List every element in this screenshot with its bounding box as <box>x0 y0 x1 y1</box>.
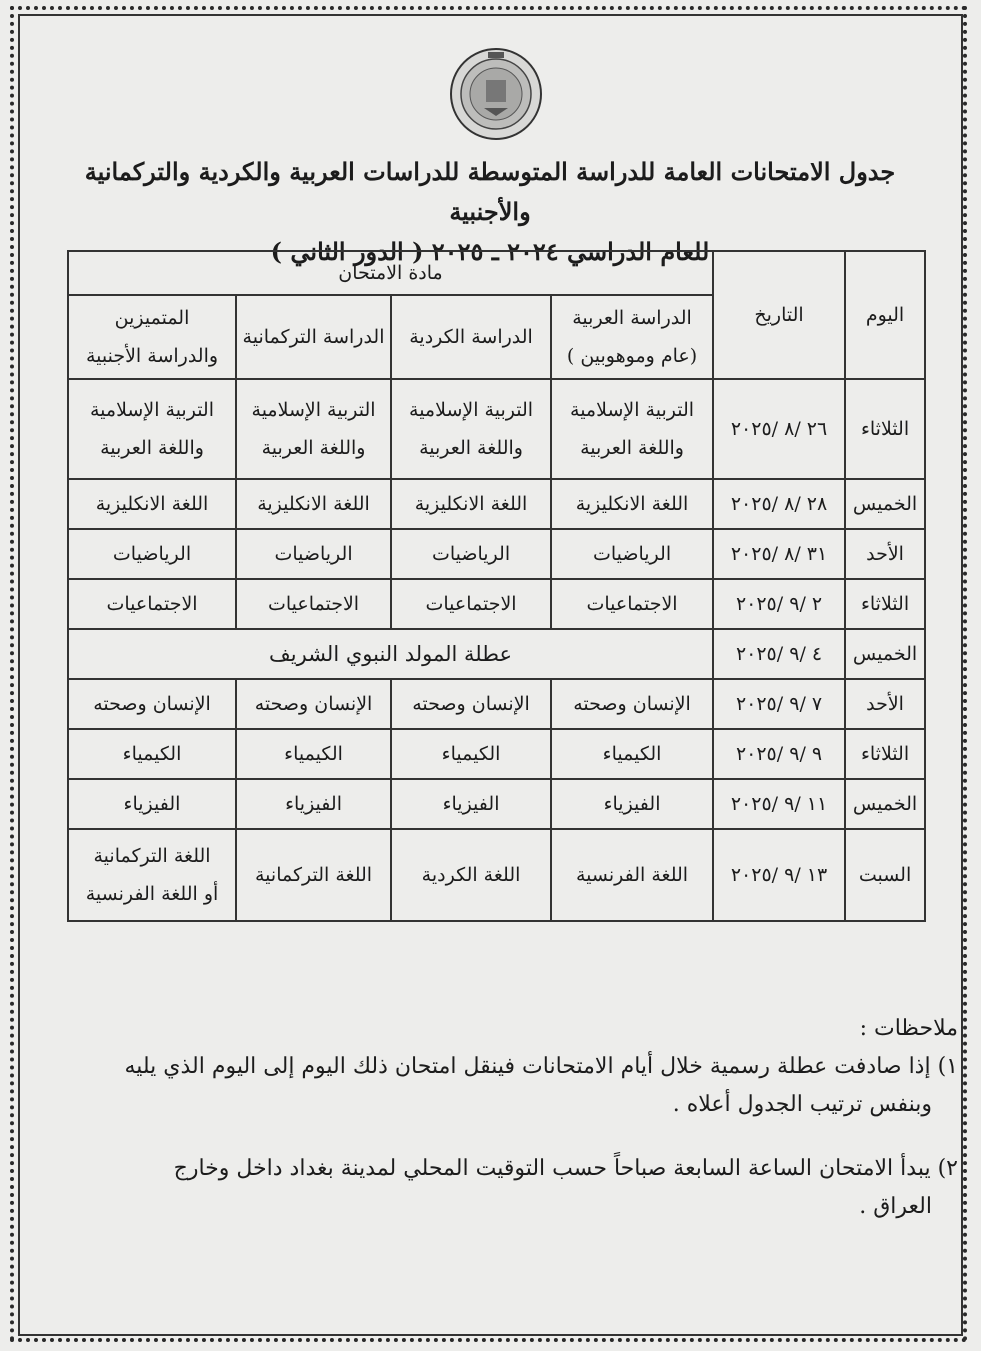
subject-cell: الإنسان وصحته <box>551 679 713 729</box>
day-cell: الأحد <box>845 679 925 729</box>
date-cell: ٢٦ /٨ /٢٠٢٥ <box>713 379 845 479</box>
date-cell: ٢٨ /٨ /٢٠٢٥ <box>713 479 845 529</box>
cell-line: الدراسة العربية <box>572 307 692 329</box>
subject-cell: الإنسان وصحته <box>236 679 391 729</box>
subject-cell: اللغة الانكليزية <box>68 479 236 529</box>
subject-cell: اللغة الفرنسية <box>551 829 713 921</box>
cell-line: والدراسة الأجنبية <box>85 345 219 367</box>
cell-line: واللغة العربية <box>261 437 366 459</box>
subject-cell: اللغة الانكليزية <box>236 479 391 529</box>
header-distinguished-foreign <box>68 295 236 379</box>
subject-cell: الفيزياء <box>236 779 391 829</box>
table-row-holiday <box>68 629 925 679</box>
day-cell: الثلاثاء <box>845 729 925 779</box>
cell-line: التربية الإسلامية <box>409 399 534 421</box>
date-cell: ٤ /٩ /٢٠٢٥ <box>713 629 845 679</box>
header-kurdish-study: الدراسة الكردية <box>391 295 551 379</box>
cell-line: التربية الإسلامية <box>570 399 695 421</box>
table-row <box>68 529 925 579</box>
cell-line: أو اللغة الفرنسية <box>85 883 219 905</box>
subject-cell: الرياضيات <box>236 529 391 579</box>
subject-cell: اللغة التركمانية <box>236 829 391 921</box>
note-1-line-1: ١) إذا صادفت عطلة رسمية خلال أيام الامتحانات فينقل امتحان ذلك اليوم إلى اليوم الذي يليه <box>124 1054 958 1079</box>
subject-cell: الكيمياء <box>236 729 391 779</box>
table-row <box>68 829 925 921</box>
table-row <box>68 779 925 829</box>
cell-line: التربية الإسلامية <box>90 399 215 421</box>
header-row <box>68 251 925 295</box>
ministry-seal-icon <box>448 46 544 142</box>
day-cell: الثلاثاء <box>845 379 925 479</box>
subject-cell: الاجتماعيات <box>391 579 551 629</box>
subject-cell: الفيزياء <box>551 779 713 829</box>
note-2-line-2: العراق . <box>859 1194 932 1219</box>
cell-line: التربية الإسلامية <box>251 399 376 421</box>
subject-cell: الإنسان وصحته <box>391 679 551 729</box>
header-day: اليوم <box>845 251 925 379</box>
subject-cell: الإنسان وصحته <box>68 679 236 729</box>
subject-cell: الرياضيات <box>551 529 713 579</box>
notes-title: ملاحظات : <box>859 1016 958 1041</box>
subject-cell <box>391 379 551 479</box>
cell-line: (عام وموهوبين ) <box>566 345 698 367</box>
table-row <box>68 379 925 479</box>
subject-cell: الفيزياء <box>391 779 551 829</box>
cell-line: واللغة العربية <box>100 437 204 459</box>
subject-cell: الرياضيات <box>68 529 236 579</box>
date-cell: ٣١ /٨ /٢٠٢٥ <box>713 529 845 579</box>
header-subject: مادة الامتحان <box>68 251 713 295</box>
note-2 <box>40 1150 958 1226</box>
header-turkmen-study: الدراسة التركمانية <box>236 295 391 379</box>
date-cell: ٢ /٩ /٢٠٢٥ <box>713 579 845 629</box>
day-cell: السبت <box>845 829 925 921</box>
cell-line: واللغة العربية <box>580 437 684 459</box>
header-date: التاريخ <box>713 251 845 379</box>
subject-cell: الرياضيات <box>391 529 551 579</box>
note-1 <box>40 1048 958 1124</box>
subject-cell: الاجتماعيات <box>551 579 713 629</box>
date-cell: ١٣ /٩ /٢٠٢٥ <box>713 829 845 921</box>
subject-cell: الاجتماعيات <box>236 579 391 629</box>
cell-line: اللغة التركمانية <box>93 845 211 867</box>
day-cell: الثلاثاء <box>845 579 925 629</box>
cell-line: واللغة العربية <box>419 437 523 459</box>
subject-cell <box>68 379 236 479</box>
exam-schedule-table <box>67 250 926 922</box>
subject-cell: الكيمياء <box>68 729 236 779</box>
table-row <box>68 479 925 529</box>
cell-line: المتميزين <box>114 307 190 329</box>
subject-cell: اللغة الانكليزية <box>551 479 713 529</box>
date-cell: ٩ /٩ /٢٠٢٥ <box>713 729 845 779</box>
day-cell: الخميس <box>845 479 925 529</box>
subject-cell: الاجتماعيات <box>68 579 236 629</box>
subject-cell: الفيزياء <box>68 779 236 829</box>
subject-cell: الكيمياء <box>551 729 713 779</box>
title-line-1: جدول الامتحانات العامة للدراسة المتوسطة للدراسات العربية والكردية والتركمانية والأجنبية <box>84 157 896 226</box>
notes-section <box>40 1010 958 1226</box>
table-row <box>68 679 925 729</box>
day-cell: الخميس <box>845 629 925 679</box>
title-line-2: للعام الدراسي ٢٠٢٤ ـ ٢٠٢٥ ( الدور الثاني ) <box>270 237 710 266</box>
subject-cell: اللغة الانكليزية <box>391 479 551 529</box>
note-2-line-1: ٢) يبدأ الامتحان الساعة السابعة صباحاً حسب التوقيت المحلي لمدينة بغداد داخل وخارج <box>173 1156 958 1181</box>
subject-cell <box>236 379 391 479</box>
holiday-cell: عطلة المولد النبوي الشريف <box>68 629 713 679</box>
subject-cell <box>551 379 713 479</box>
date-cell: ١١ /٩ /٢٠٢٥ <box>713 779 845 829</box>
subject-cell: اللغة الكردية <box>391 829 551 921</box>
subject-cell <box>68 829 236 921</box>
table-row <box>68 729 925 779</box>
note-1-line-2: وبنفس ترتيب الجدول أعلاه . <box>672 1092 932 1117</box>
table-row <box>68 579 925 629</box>
day-cell: الخميس <box>845 779 925 829</box>
subject-cell: الكيمياء <box>391 729 551 779</box>
date-cell: ٧ /٩ /٢٠٢٥ <box>713 679 845 729</box>
day-cell: الأحد <box>845 529 925 579</box>
header-arabic-study <box>551 295 713 379</box>
